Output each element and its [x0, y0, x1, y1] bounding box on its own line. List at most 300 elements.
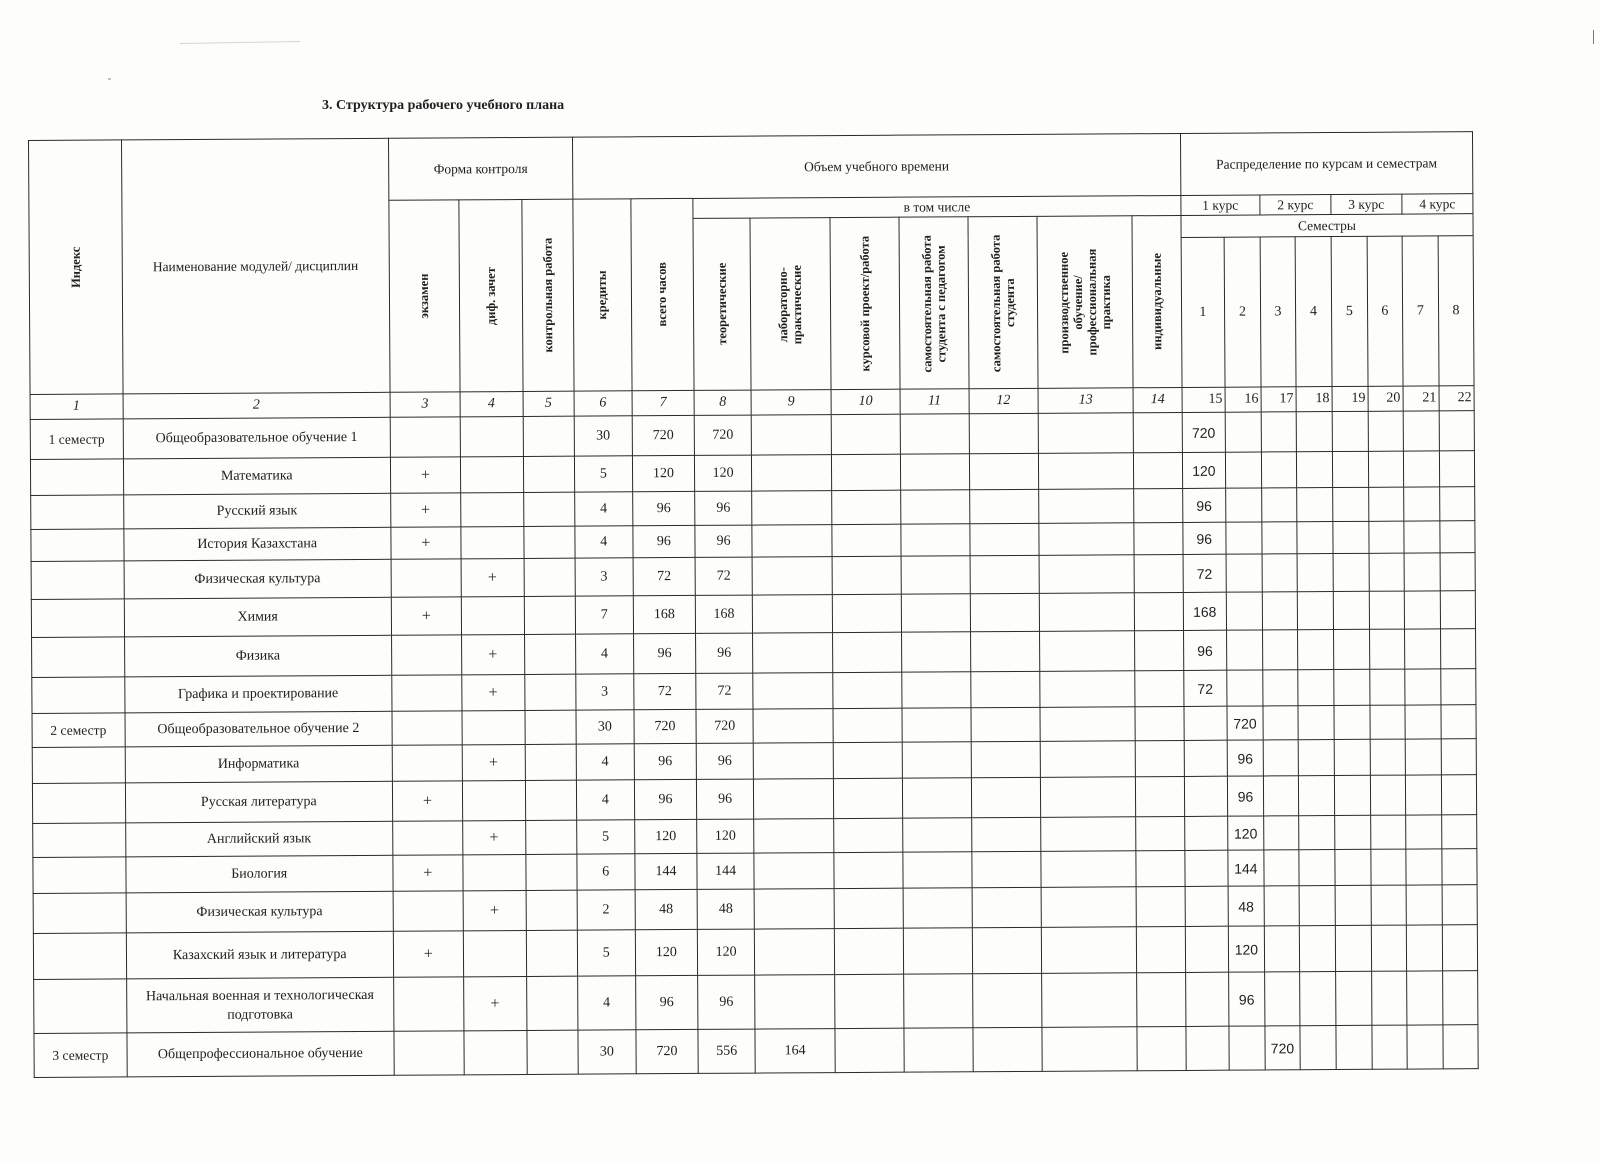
row-theoretical-hours: 96	[695, 525, 752, 557]
row-semester-3-hours	[1262, 522, 1297, 554]
row-theoretical-hours: 72	[695, 557, 752, 595]
header-srs: самостоятельная работа студента	[968, 216, 1038, 388]
header-dif-credit: диф. зачет	[459, 199, 523, 391]
row-dif-credit-mark: +	[463, 820, 526, 854]
row-semester-7-hours	[1406, 885, 1442, 925]
table-section-row	[34, 1025, 1478, 1078]
row-semester-3-hours	[1264, 926, 1299, 972]
row-index	[31, 495, 124, 530]
column-number: 12	[969, 388, 1038, 413]
row-semester-2-hours: 96	[1227, 740, 1263, 776]
row-credits: 5	[577, 820, 635, 854]
row-total-hours: 72	[633, 673, 696, 709]
row-dif-credit-mark: +	[462, 674, 525, 710]
row-index	[33, 933, 126, 980]
row-semester-3-hours	[1262, 488, 1297, 522]
row-semester-1-hours: 120	[1182, 452, 1225, 488]
row-semester-6-hours	[1371, 971, 1406, 1025]
row-semester-3-hours: 720	[1265, 1026, 1300, 1070]
scan-artifact-edge	[1593, 30, 1594, 44]
row-semester-5-hours	[1336, 1025, 1372, 1069]
row-empty-cell	[1137, 926, 1186, 972]
row-semester-6-hours	[1368, 487, 1403, 521]
row-semester-3-hours	[1262, 554, 1297, 592]
row-semester-1-hours	[1185, 972, 1229, 1026]
column-number: 6	[574, 391, 632, 416]
row-credits: 5	[574, 456, 632, 492]
row-exam-mark	[392, 745, 462, 781]
row-semester-6-hours	[1371, 885, 1406, 925]
row-index: 2 семестр	[32, 713, 125, 748]
row-index	[31, 599, 124, 638]
row-semester-4-hours	[1299, 850, 1335, 886]
header-name: Наименование модулей/ дисциплин	[121, 138, 390, 394]
row-semester-4-hours	[1299, 972, 1335, 1026]
row-control-work	[523, 416, 575, 456]
row-exam-mark	[392, 711, 462, 745]
row-semester-5-hours	[1333, 629, 1369, 669]
column-number: 22	[1439, 386, 1474, 411]
row-dif-credit-mark: +	[461, 634, 524, 674]
row-semester-4-hours	[1296, 452, 1332, 488]
row-semester-3-hours	[1261, 452, 1296, 488]
row-theoretical-hours: 72	[696, 673, 753, 709]
header-individual: индивидуальные	[1132, 215, 1181, 387]
row-empty-cell	[902, 672, 971, 708]
row-total-hours: 720	[636, 1029, 699, 1073]
row-empty-cell	[835, 1028, 904, 1072]
row-exam-mark	[390, 417, 460, 457]
row-semester-2-hours	[1226, 630, 1262, 670]
row-semester-7-hours	[1403, 487, 1439, 521]
row-total-hours: 96	[633, 633, 696, 673]
header-semester-3: 3	[1260, 237, 1296, 387]
row-semester-4-hours	[1298, 670, 1334, 706]
row-discipline-name: Химия	[124, 597, 392, 637]
row-dif-credit-mark: +	[463, 890, 526, 930]
row-empty-cell	[1038, 489, 1134, 524]
column-number: 18	[1296, 387, 1332, 412]
row-dif-credit-mark	[463, 930, 526, 976]
row-semester-2-hours: 48	[1228, 886, 1264, 926]
row-exam-mark	[391, 559, 461, 597]
row-semester-6-hours	[1371, 925, 1406, 971]
row-credits: 4	[578, 976, 636, 1030]
row-empty-cell	[834, 928, 903, 974]
row-semester-4-hours	[1297, 630, 1333, 670]
row-semester-5-hours	[1335, 971, 1371, 1025]
row-semester-3-hours	[1264, 886, 1299, 926]
scan-artifact-line	[180, 41, 300, 44]
column-number: 2	[123, 392, 391, 419]
row-index: 3 семестр	[34, 1033, 127, 1078]
row-index	[31, 529, 124, 562]
row-control-work	[524, 674, 576, 710]
row-empty-cell	[1039, 523, 1135, 556]
row-empty-cell	[901, 632, 970, 672]
row-semester-7-hours	[1406, 971, 1442, 1025]
row-total-hours: 168	[633, 595, 696, 633]
row-semester-1-hours: 72	[1183, 554, 1226, 592]
row-semester-1-hours	[1186, 1026, 1229, 1070]
row-lab-practical-hours	[753, 779, 833, 819]
header-course-4: 4 курс	[1402, 194, 1473, 214]
row-empty-cell	[833, 742, 902, 778]
row-credits: 4	[576, 780, 634, 820]
row-index	[32, 637, 125, 678]
row-empty-cell	[970, 489, 1039, 523]
row-credits: 2	[577, 890, 635, 930]
row-semester-8-hours	[1442, 971, 1478, 1025]
column-number: 4	[460, 391, 523, 416]
header-semester-2: 2	[1224, 237, 1261, 387]
row-empty-cell	[835, 974, 904, 1028]
row-theoretical-hours: 96	[697, 779, 754, 819]
row-semester-4-hours	[1300, 1026, 1336, 1070]
row-semester-6-hours	[1370, 705, 1405, 739]
row-semester-4-hours	[1299, 886, 1335, 926]
row-index	[33, 857, 126, 894]
column-number: 19	[1332, 386, 1368, 411]
row-semester-5-hours	[1334, 705, 1370, 739]
header-course-project: курсовой проект/работа	[830, 217, 900, 389]
column-number: 5	[523, 391, 575, 416]
row-semester-5-hours	[1333, 553, 1369, 591]
row-semester-1-hours	[1184, 706, 1227, 740]
row-dif-credit-mark	[460, 416, 523, 456]
row-credits: 6	[577, 854, 635, 890]
row-empty-cell	[900, 454, 969, 490]
row-index: 1 семестр	[30, 419, 123, 460]
row-lab-practical-hours	[754, 819, 834, 853]
row-empty-cell	[902, 778, 971, 818]
row-semester-7-hours	[1404, 553, 1440, 591]
row-empty-cell	[1042, 1027, 1138, 1072]
row-empty-cell	[1134, 522, 1183, 554]
row-empty-cell	[1135, 706, 1184, 740]
row-exam-mark	[392, 675, 462, 711]
row-credits: 4	[575, 492, 633, 526]
row-theoretical-hours: 96	[697, 743, 754, 779]
row-lab-practical-hours	[754, 889, 834, 929]
row-lab-practical-hours	[754, 975, 835, 1029]
row-semester-2-hours: 720	[1227, 706, 1263, 740]
row-empty-cell	[1039, 631, 1135, 672]
row-credits: 4	[576, 744, 634, 780]
row-lab-practical-hours: 164	[755, 1029, 835, 1073]
header-including: в том числе	[693, 195, 1181, 218]
column-number: 21	[1403, 386, 1439, 411]
header-lab-practical: лабораторно-практические	[750, 218, 831, 390]
row-index	[33, 893, 126, 934]
row-semester-5-hours	[1334, 775, 1370, 815]
row-semester-2-hours	[1229, 1026, 1265, 1070]
row-discipline-name: Русская литература	[125, 781, 393, 823]
header-control-work: контрольная работа	[521, 199, 574, 391]
row-dif-credit-mark	[464, 1030, 527, 1074]
row-control-work	[525, 780, 577, 820]
row-theoretical-hours: 120	[695, 455, 752, 491]
row-index	[31, 561, 124, 600]
row-empty-cell	[1135, 630, 1184, 670]
row-semester-8-hours	[1440, 521, 1475, 553]
row-total-hours: 96	[634, 743, 697, 779]
row-empty-cell	[1038, 453, 1134, 490]
row-empty-cell	[972, 851, 1041, 887]
row-semester-3-hours	[1262, 630, 1297, 670]
row-total-hours: 720	[634, 709, 697, 743]
row-semester-1-hours: 168	[1183, 592, 1226, 630]
row-empty-cell	[971, 671, 1040, 707]
row-index	[32, 747, 125, 784]
row-dif-credit-mark	[461, 492, 524, 526]
row-empty-cell	[833, 778, 902, 818]
row-semester-1-hours	[1185, 850, 1228, 886]
row-control-work	[524, 596, 576, 634]
header-course-3: 3 курс	[1331, 194, 1402, 214]
row-empty-cell	[969, 413, 1038, 453]
row-empty-cell	[900, 414, 969, 454]
row-lab-practical-hours	[753, 673, 833, 709]
row-semester-5-hours	[1333, 521, 1369, 553]
row-empty-cell	[972, 973, 1041, 1027]
row-empty-cell	[902, 742, 971, 778]
row-credits: 5	[577, 930, 635, 976]
row-semester-7-hours	[1403, 451, 1439, 487]
row-semester-8-hours	[1440, 553, 1475, 591]
row-empty-cell	[1134, 488, 1183, 522]
row-empty-cell	[1041, 973, 1137, 1028]
row-dif-credit-mark	[463, 854, 526, 890]
row-theoretical-hours: 720	[696, 709, 753, 743]
row-empty-cell	[969, 453, 1038, 489]
row-empty-cell	[973, 1027, 1042, 1071]
row-empty-cell	[1137, 972, 1186, 1026]
column-number: 20	[1368, 386, 1403, 411]
row-total-hours: 720	[632, 415, 695, 455]
row-semester-4-hours	[1298, 740, 1334, 776]
header-study-volume: Объем учебного времени	[572, 133, 1180, 199]
table-row	[34, 971, 1478, 1034]
row-credits: 7	[575, 596, 633, 634]
row-semester-1-hours	[1185, 926, 1228, 972]
row-semester-5-hours	[1335, 885, 1371, 925]
row-exam-mark	[393, 821, 463, 855]
row-semester-5-hours	[1334, 815, 1370, 849]
row-empty-cell	[834, 818, 903, 852]
row-index	[33, 823, 126, 858]
column-number: 9	[751, 390, 831, 415]
row-semester-2-hours	[1225, 452, 1261, 488]
row-control-work	[525, 710, 577, 744]
row-empty-cell	[1136, 740, 1185, 776]
row-semester-8-hours	[1439, 451, 1474, 487]
row-semester-8-hours	[1441, 705, 1476, 739]
row-empty-cell	[1039, 555, 1135, 594]
row-empty-cell	[1039, 593, 1135, 632]
row-discipline-name: Математика	[123, 457, 391, 495]
header-course-1: 1 курс	[1181, 195, 1260, 215]
row-discipline-name: Общеобразовательное обучение 1	[123, 417, 391, 459]
row-empty-cell	[1136, 816, 1185, 850]
row-semester-5-hours	[1332, 487, 1368, 521]
row-semester-7-hours	[1406, 849, 1442, 885]
row-dif-credit-mark	[462, 710, 525, 744]
row-empty-cell	[901, 490, 970, 524]
row-semester-1-hours	[1184, 816, 1227, 850]
row-semester-2-hours: 120	[1228, 816, 1264, 850]
row-semester-8-hours	[1442, 849, 1477, 885]
row-empty-cell	[832, 454, 901, 490]
row-semester-5-hours	[1332, 411, 1368, 451]
row-semester-4-hours	[1297, 522, 1333, 554]
row-empty-cell	[1134, 412, 1183, 452]
row-lab-practical-hours	[754, 929, 834, 975]
row-lab-practical-hours	[753, 709, 833, 743]
row-theoretical-hours: 144	[697, 853, 754, 889]
row-dif-credit-mark	[460, 456, 523, 492]
header-semester-5: 5	[1331, 236, 1368, 386]
row-lab-practical-hours	[754, 853, 834, 889]
row-empty-cell	[832, 490, 901, 524]
row-discipline-name: Общепрофессиональное обучение	[127, 1031, 395, 1077]
row-semester-3-hours	[1264, 816, 1299, 850]
row-exam-mark: +	[392, 781, 462, 821]
row-semester-3-hours	[1263, 670, 1298, 706]
row-semester-6-hours	[1369, 629, 1404, 669]
row-empty-cell	[971, 707, 1040, 741]
row-semester-5-hours	[1332, 451, 1368, 487]
header-production-practice: производственное обучение/ профессиональная практика	[1037, 216, 1134, 389]
row-semester-2-hours	[1226, 522, 1262, 554]
row-semester-6-hours	[1370, 669, 1405, 705]
column-number: 16	[1225, 387, 1261, 412]
row-empty-cell	[1038, 413, 1134, 454]
row-semester-2-hours	[1227, 670, 1263, 706]
row-credits: 3	[576, 674, 634, 710]
row-index	[32, 783, 125, 824]
row-empty-cell	[970, 523, 1039, 555]
row-theoretical-hours: 96	[696, 633, 753, 673]
row-dif-credit-mark	[462, 780, 525, 820]
row-empty-cell	[1135, 592, 1184, 630]
column-number: 1	[30, 394, 123, 420]
row-discipline-name: Физическая культура	[124, 559, 392, 599]
row-credits: 4	[576, 634, 634, 674]
row-control-work	[523, 492, 575, 526]
row-total-hours: 72	[633, 557, 696, 595]
row-dif-credit-mark: +	[461, 558, 524, 596]
column-number: 3	[390, 392, 460, 417]
row-semester-2-hours	[1226, 592, 1262, 630]
row-empty-cell	[903, 818, 972, 852]
row-empty-cell	[904, 1028, 973, 1072]
row-semester-6-hours	[1370, 739, 1405, 775]
row-control-work	[523, 456, 575, 492]
column-number: 11	[900, 389, 969, 414]
row-total-hours: 48	[635, 889, 698, 929]
row-theoretical-hours: 96	[695, 491, 752, 525]
row-empty-cell	[903, 852, 972, 888]
row-control-work	[523, 526, 575, 558]
row-discipline-name: Графика и проектирование	[124, 675, 392, 713]
row-lab-practical-hours	[752, 557, 832, 595]
row-semester-8-hours	[1439, 411, 1474, 451]
header-semester-6: 6	[1367, 236, 1403, 386]
row-semester-3-hours	[1263, 706, 1298, 740]
row-theoretical-hours: 168	[696, 595, 753, 633]
row-semester-2-hours: 96	[1229, 972, 1265, 1026]
row-empty-cell	[1040, 817, 1136, 852]
row-semester-6-hours	[1369, 521, 1404, 553]
row-empty-cell	[903, 928, 972, 974]
row-exam-mark: +	[391, 597, 461, 635]
row-lab-practical-hours	[751, 415, 831, 455]
row-theoretical-hours: 720	[695, 415, 752, 455]
row-total-hours: 96	[632, 525, 695, 557]
row-discipline-name: Общеобразовательное обучение 2	[125, 711, 393, 747]
row-semester-5-hours	[1335, 925, 1371, 971]
row-empty-cell	[833, 708, 902, 742]
header-control-form: Форма контроля	[388, 137, 572, 200]
header-exam: экзамен	[389, 200, 460, 392]
row-semester-3-hours	[1264, 850, 1299, 886]
row-empty-cell	[833, 672, 902, 708]
row-semester-2-hours: 120	[1228, 926, 1264, 972]
row-control-work	[525, 744, 577, 780]
row-discipline-name: Физическая культура	[126, 891, 394, 933]
row-semester-2-hours	[1226, 488, 1262, 522]
row-total-hours: 120	[635, 929, 698, 975]
row-index	[30, 459, 123, 496]
row-credits: 3	[575, 558, 633, 596]
row-semester-4-hours	[1296, 412, 1332, 452]
row-empty-cell	[902, 708, 971, 742]
row-exam-mark: +	[393, 931, 463, 977]
row-credits: 30	[574, 416, 632, 456]
row-semester-5-hours	[1333, 591, 1369, 629]
row-control-work	[527, 1030, 579, 1074]
row-empty-cell	[832, 556, 901, 594]
row-empty-cell	[1135, 670, 1184, 706]
row-semester-6-hours	[1371, 849, 1406, 885]
row-semester-4-hours	[1298, 776, 1334, 816]
row-theoretical-hours: 120	[697, 819, 754, 853]
row-dif-credit-mark: +	[463, 976, 526, 1030]
row-control-work	[526, 976, 578, 1030]
row-discipline-name: Информатика	[125, 745, 393, 783]
row-semester-5-hours	[1334, 669, 1370, 705]
row-empty-cell	[1041, 887, 1137, 928]
row-empty-cell	[1134, 452, 1183, 488]
row-semester-2-hours	[1225, 412, 1261, 452]
row-empty-cell	[971, 741, 1040, 777]
row-semester-6-hours	[1368, 451, 1403, 487]
row-semester-8-hours	[1442, 925, 1478, 971]
row-discipline-name: Казахский язык и литература	[126, 931, 394, 979]
row-credits: 4	[575, 526, 633, 558]
row-discipline-name: История Казахстана	[123, 527, 391, 561]
row-empty-cell	[1040, 777, 1136, 818]
row-exam-mark: +	[393, 855, 463, 891]
row-lab-practical-hours	[752, 595, 832, 633]
header-theoretical: теоретические	[693, 218, 751, 390]
row-exam-mark	[393, 891, 463, 931]
row-empty-cell	[970, 631, 1039, 671]
header-semester-7: 7	[1402, 236, 1439, 386]
row-exam-mark: +	[390, 457, 460, 493]
row-semester-7-hours	[1404, 521, 1440, 553]
